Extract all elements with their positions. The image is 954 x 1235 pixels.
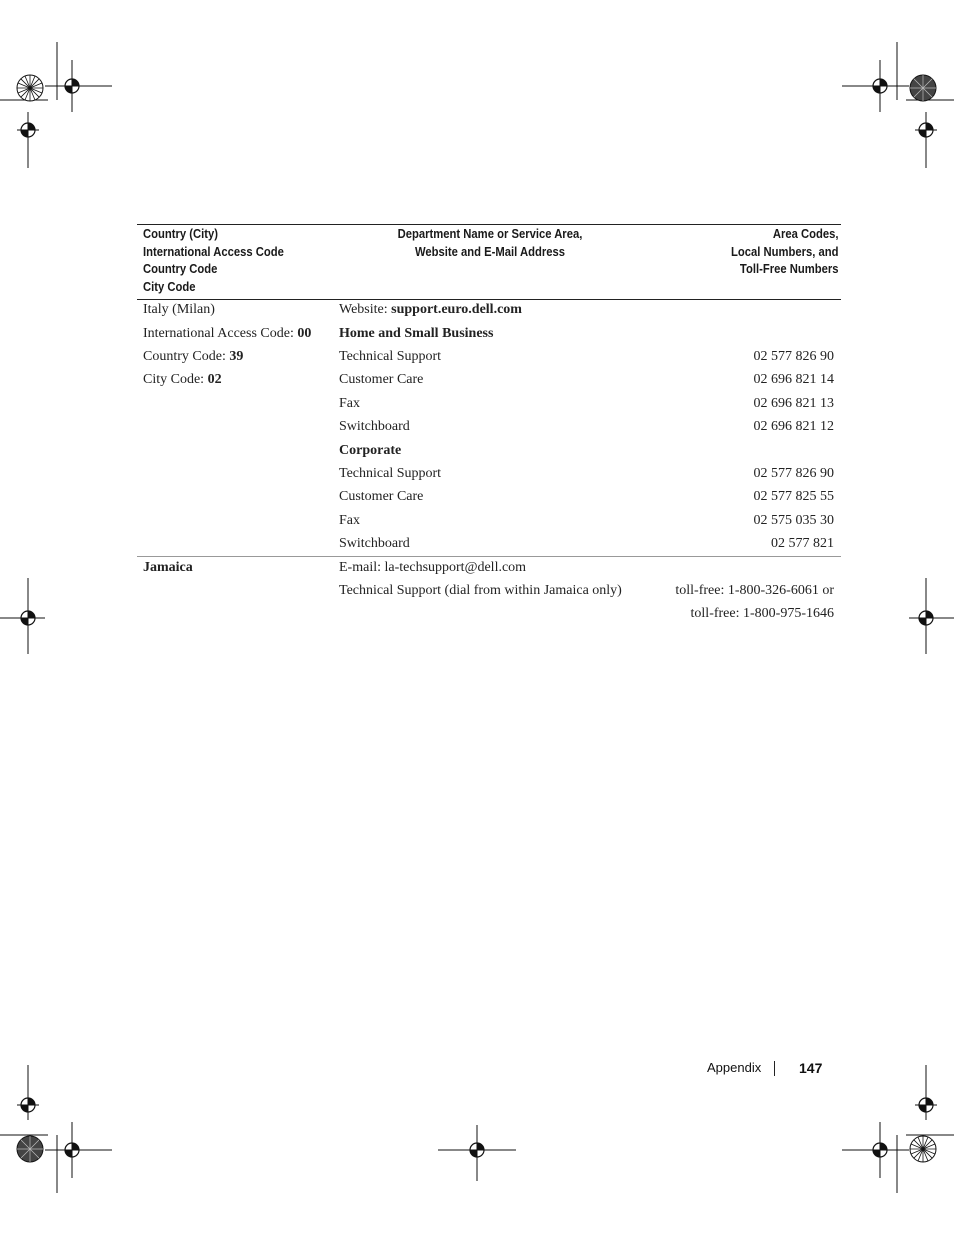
phone-number: 02 577 826 90 — [753, 349, 834, 364]
section-corporate: Corporate — [339, 443, 402, 458]
header-text: Country Code — [143, 262, 218, 276]
email-link[interactable]: E-mail: la-techsupport@dell.com — [339, 560, 527, 575]
section-home-small-business: Home and Small Business — [339, 326, 494, 341]
header-country-column — [143, 226, 284, 296]
phone-number: 02 577 825 55 — [753, 489, 834, 504]
header-text: City Code — [143, 279, 196, 294]
service-name: Customer Care — [339, 372, 424, 387]
header-text: Local Numbers, and — [730, 244, 838, 259]
crosshair-icon — [61, 75, 83, 97]
phone-number: 02 577 826 90 — [753, 466, 834, 481]
header-numbers-column — [730, 226, 838, 279]
country-code-value: 39 — [229, 349, 244, 364]
phone-number: 02 696 821 12 — [753, 419, 834, 434]
crosshair-icon — [915, 119, 937, 141]
footer-divider — [774, 1061, 775, 1076]
service-name: Fax — [339, 396, 360, 411]
service-name: Technical Support — [339, 466, 442, 481]
service-name: Switchboard — [339, 536, 410, 551]
starburst-icon — [909, 74, 937, 102]
country-name-italy: Italy (Milan) — [143, 302, 215, 317]
starburst-icon — [16, 1135, 44, 1163]
service-name: Switchboard — [339, 419, 410, 434]
phone-number: 02 696 821 13 — [753, 396, 834, 411]
iac-label: International Access Code: — [143, 326, 298, 341]
country-code-label: Country Code: — [143, 349, 230, 364]
header-text: Toll-Free Numbers — [739, 262, 838, 276]
starburst-icon — [16, 74, 44, 102]
crosshair-icon — [869, 75, 891, 97]
service-name: Technical Support (dial from within Jamaica only) — [339, 583, 622, 598]
website-label: Website: — [339, 302, 392, 317]
crosshair-icon — [466, 1139, 488, 1161]
toll-free-number: toll-free: 1-800-975-1646 — [690, 606, 834, 621]
service-name: Fax — [339, 513, 360, 528]
city-code-value: 02 — [207, 372, 222, 387]
crosshair-icon — [869, 1139, 891, 1161]
starburst-icon — [909, 1135, 937, 1163]
city-code-label: City Code: — [143, 372, 208, 387]
crosshair-icon — [61, 1139, 83, 1161]
crosshair-icon — [915, 1094, 937, 1116]
crosshair-icon — [915, 607, 937, 629]
phone-number: 02 577 821 — [771, 536, 834, 551]
header-text: Area Codes, — [772, 227, 838, 241]
service-name: Technical Support — [339, 349, 442, 364]
row-separator — [137, 556, 841, 557]
header-text: Country (City) — [143, 227, 218, 241]
international-access-code — [143, 325, 311, 343]
website-entry — [339, 301, 522, 319]
page-number: 147 — [799, 1060, 823, 1076]
header-department-column — [355, 226, 625, 261]
toll-free-number: toll-free: 1-800-326-6061 or — [675, 583, 834, 598]
phone-number: 02 575 035 30 — [753, 513, 834, 528]
crosshair-icon — [17, 1094, 39, 1116]
header-text: International Access Code — [143, 244, 284, 259]
table-top-rule — [137, 224, 841, 225]
header-text: Department Name or Service Area, — [397, 227, 583, 241]
header-text: Website and E-Mail Address — [414, 244, 566, 259]
footer-section-label: Appendix — [707, 1060, 762, 1075]
country-code — [143, 348, 243, 366]
city-code — [143, 371, 222, 389]
country-name-jamaica: Jamaica — [143, 560, 193, 575]
phone-number: 02 696 821 14 — [753, 372, 834, 387]
header-bottom-rule — [137, 299, 841, 300]
crosshair-icon — [17, 119, 39, 141]
website-link[interactable]: support.euro.dell.com — [391, 302, 522, 317]
iac-value: 00 — [297, 326, 312, 341]
service-name: Customer Care — [339, 489, 424, 504]
crosshair-icon — [17, 607, 39, 629]
